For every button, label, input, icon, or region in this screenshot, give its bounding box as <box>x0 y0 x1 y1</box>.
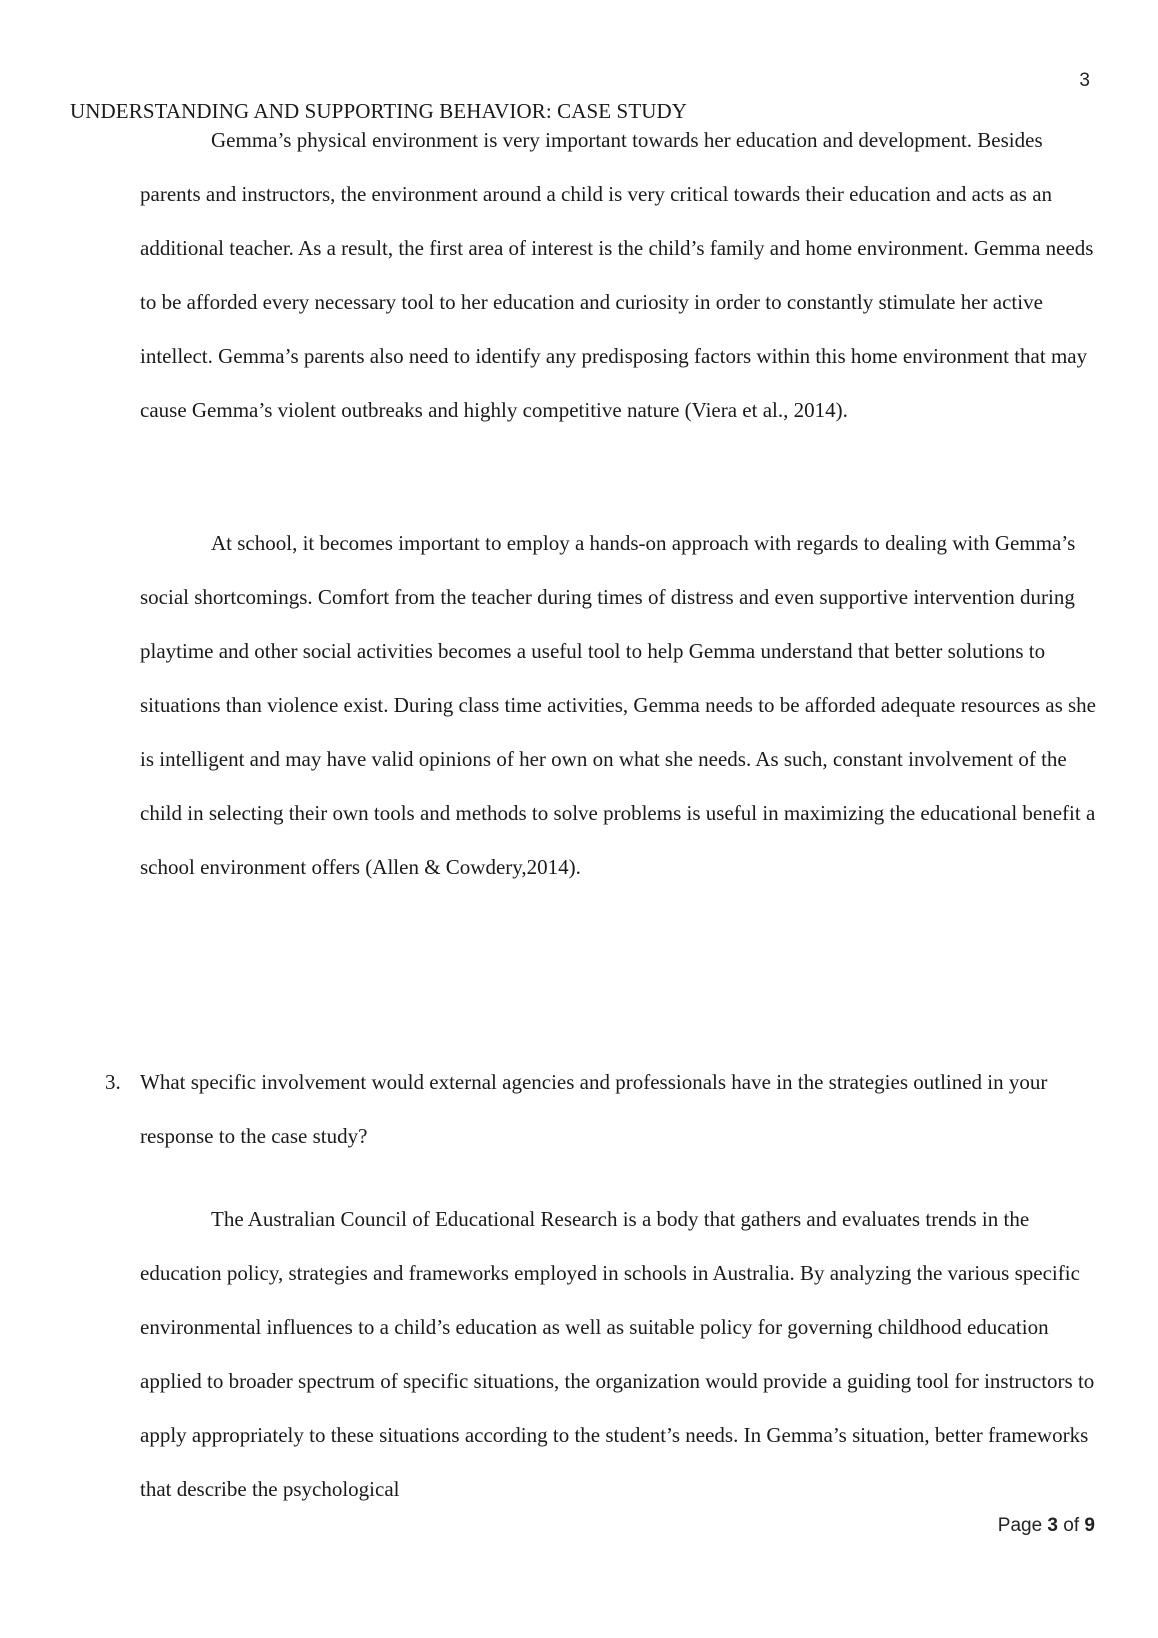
question-3 <box>105 1055 1100 1163</box>
of-label: of <box>1063 1515 1080 1536</box>
question-text: What specific involvement would external agencies and professionals have in the strategies outlined in your response to the case study? <box>140 1070 1048 1148</box>
paragraph-text: The Australian Council of Educational Research is a body that gathers and evaluates trends in the education policy, strategies and frameworks employed in schools in Australia. By analyzing the various specific environmental influences to a child’s education as well as suitable policy for governing childhood education applied to broader spectrum of specific situations, the organization would provide a guiding tool for instructors to apply appropriately to these situations according to the student’s needs. In Gemma’s situation, better frameworks that describe the psychological <box>140 1207 1095 1501</box>
paragraph-text: Gemma’s physical environment is very important towards her education and development. Besides parents and instructors, the environment around a child is very critical towards their education and acts as an additional teacher. As a result, the first area of interest is the child’s family and home environment. Gemma needs to be afforded every necessary tool to her education and curiosity in order to constantly stimulate her active intellect. Gemma’s parents also need to identify any predisposing factors within this home environment that may cause Gemma’s violent outbreaks and highly competitive nature (Viera et al., 2014). <box>140 128 1094 422</box>
total-pages: 9 <box>1084 1515 1095 1536</box>
page-label: Page <box>997 1515 1043 1536</box>
running-head: UNDERSTANDING AND SUPPORTING BEHAVIOR: CASE STUDY <box>70 99 688 123</box>
body-paragraph-1 <box>140 113 1100 437</box>
body-paragraph-3 <box>140 1192 1100 1516</box>
page-number-top: 3 <box>1079 70 1090 91</box>
page-footer <box>998 1515 1095 1537</box>
list-number: 3. <box>105 1070 121 1094</box>
current-page: 3 <box>1047 1515 1058 1536</box>
paragraph-text: At school, it becomes important to employ a hands-on approach with regards to dealing with Gemma’s social shortcomings. Comfort from the teacher during times of distress and even supportive intervention during playtime and other social activities becomes a useful tool to help Gemma understand that better solutions to situations than violence exist. During class time activities, Gemma needs to be afforded adequate resources as she is intelligent and may have valid opinions of her own on what she needs. As such, constant involvement of the child in selecting their own tools and methods to solve problems is useful in maximizing the educational benefit a school environment offers (Allen & Cowdery,2014). <box>140 531 1096 879</box>
body-paragraph-2 <box>140 516 1100 894</box>
list-item <box>105 1055 1100 1163</box>
